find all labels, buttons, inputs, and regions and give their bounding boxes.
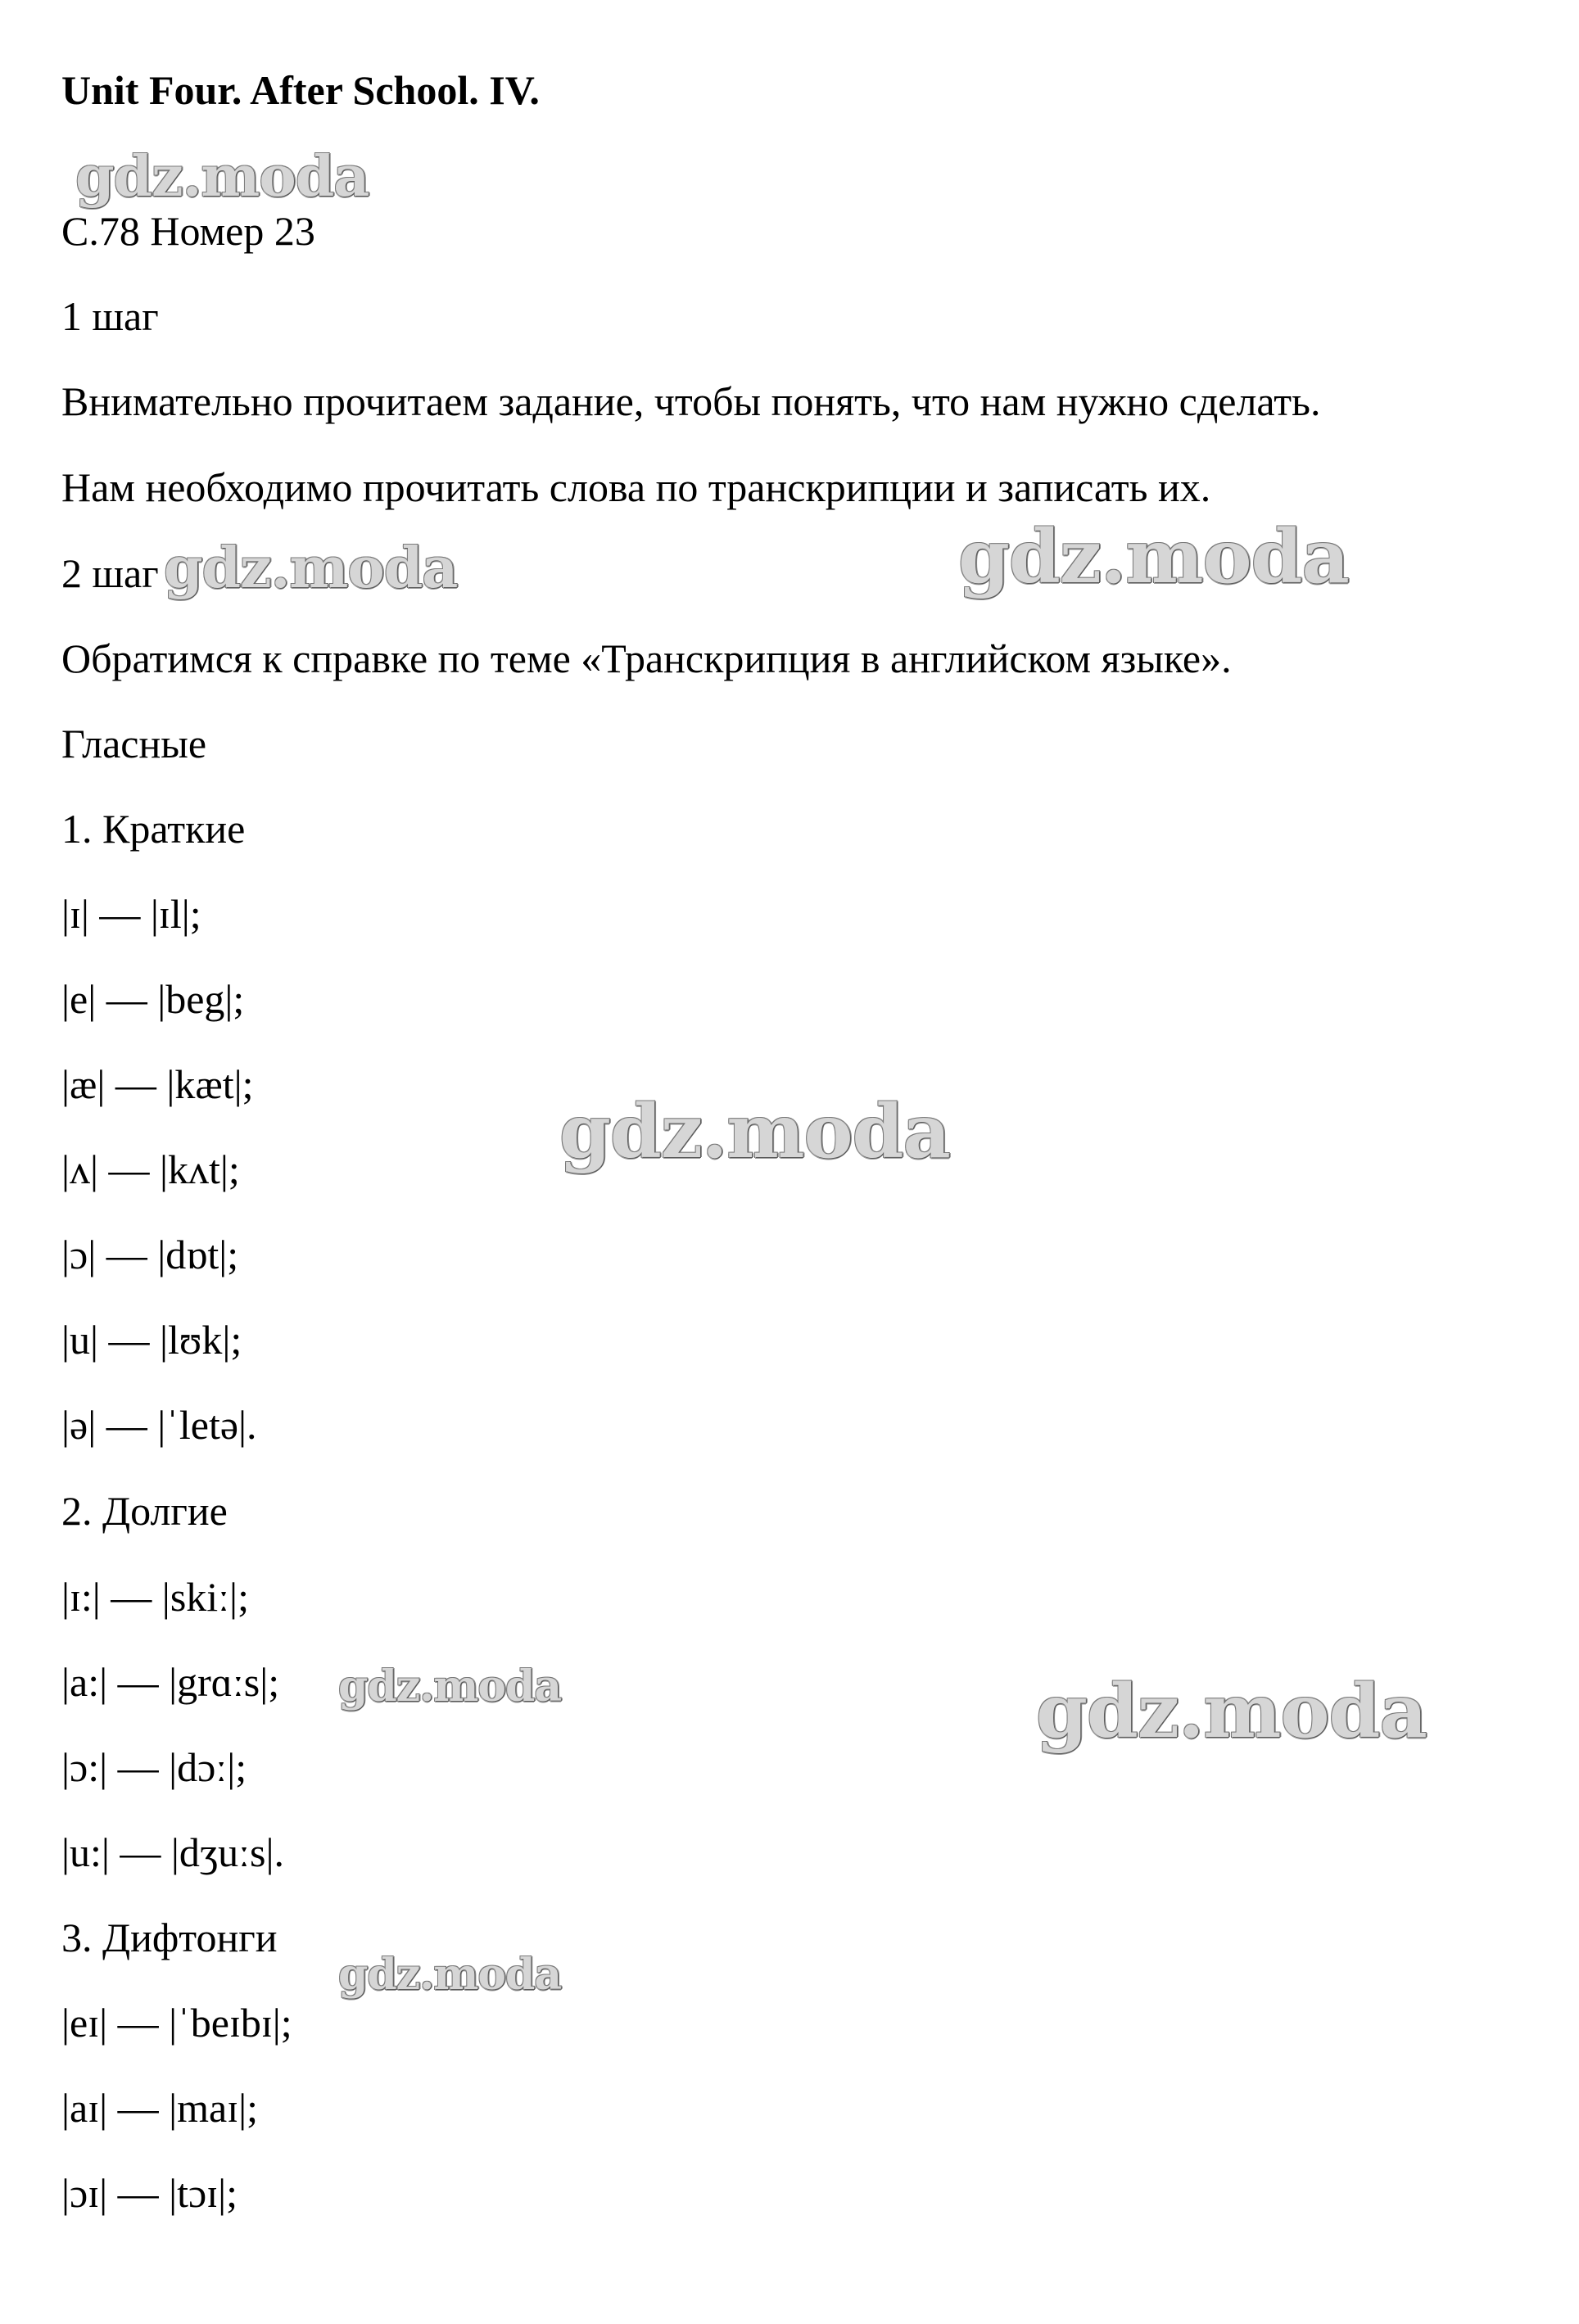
page-title: Unit Four. After School. IV. (61, 67, 540, 113)
vowels-heading: Гласные (61, 721, 207, 766)
diphthongs-heading: 3. Дифтонги (61, 1915, 278, 1960)
watermark: gdz.moda (164, 536, 458, 601)
diphthong-item: |ɔɪ| — |tɔɪ|; (61, 2170, 238, 2216)
short-vowel-item: |u| — |lʊk|; (61, 1317, 242, 1363)
short-vowel-item: |ʌ| — |kʌt|; (61, 1146, 240, 1192)
watermark: gdz.moda (559, 1088, 950, 1175)
watermark: gdz.moda (75, 144, 369, 210)
short-vowel-item: |e| — |beg|; (61, 976, 245, 1022)
long-vowel-item: |a:| — |grɑːs|; (61, 1659, 280, 1705)
watermark: gdz.moda (1036, 1668, 1427, 1755)
long-vowel-item: |u:| — |dʒuːs|. (61, 1829, 284, 1875)
step-1-text-1: Внимательно прочитаем задание, чтобы понять, что нам нужно сделать. (61, 378, 1321, 424)
short-vowel-item: |ɪ| — |ɪl|; (61, 891, 201, 937)
watermark: gdz.moda (958, 513, 1349, 600)
short-vowels-heading: 1. Краткие (61, 806, 246, 852)
short-vowel-item: |æ| — |kæt|; (61, 1061, 254, 1107)
page-reference: С.78 Номер 23 (61, 208, 315, 254)
short-vowel-item: |ə| — |ˈletə|. (61, 1402, 257, 1448)
diphthong-item: |eɪ| — |ˈbeɪbɪ|; (61, 2000, 292, 2046)
long-vowel-item: |ɔ:| — |dɔː|; (61, 1744, 247, 1790)
watermark: gdz.moda (338, 1662, 562, 1711)
step-2-label: 2 шаг (61, 550, 159, 596)
long-vowels-heading: 2. Долгие (61, 1488, 228, 1534)
short-vowel-item: |ɔ| — |dɒt|; (61, 1232, 239, 1277)
watermark: gdz.moda (338, 1950, 562, 2000)
step-1-text-2: Нам необходимо прочитать слова по транскрипции и записать их. (61, 464, 1211, 510)
step-2-text: Обратимся к справке по теме «Транскрипция в английском языке». (61, 635, 1232, 681)
diphthong-item: |aɪ| — |maɪ|; (61, 2085, 258, 2131)
long-vowel-item: |ɪ:| — |skiː|; (61, 1574, 249, 1620)
step-1-label: 1 шаг (61, 293, 159, 339)
